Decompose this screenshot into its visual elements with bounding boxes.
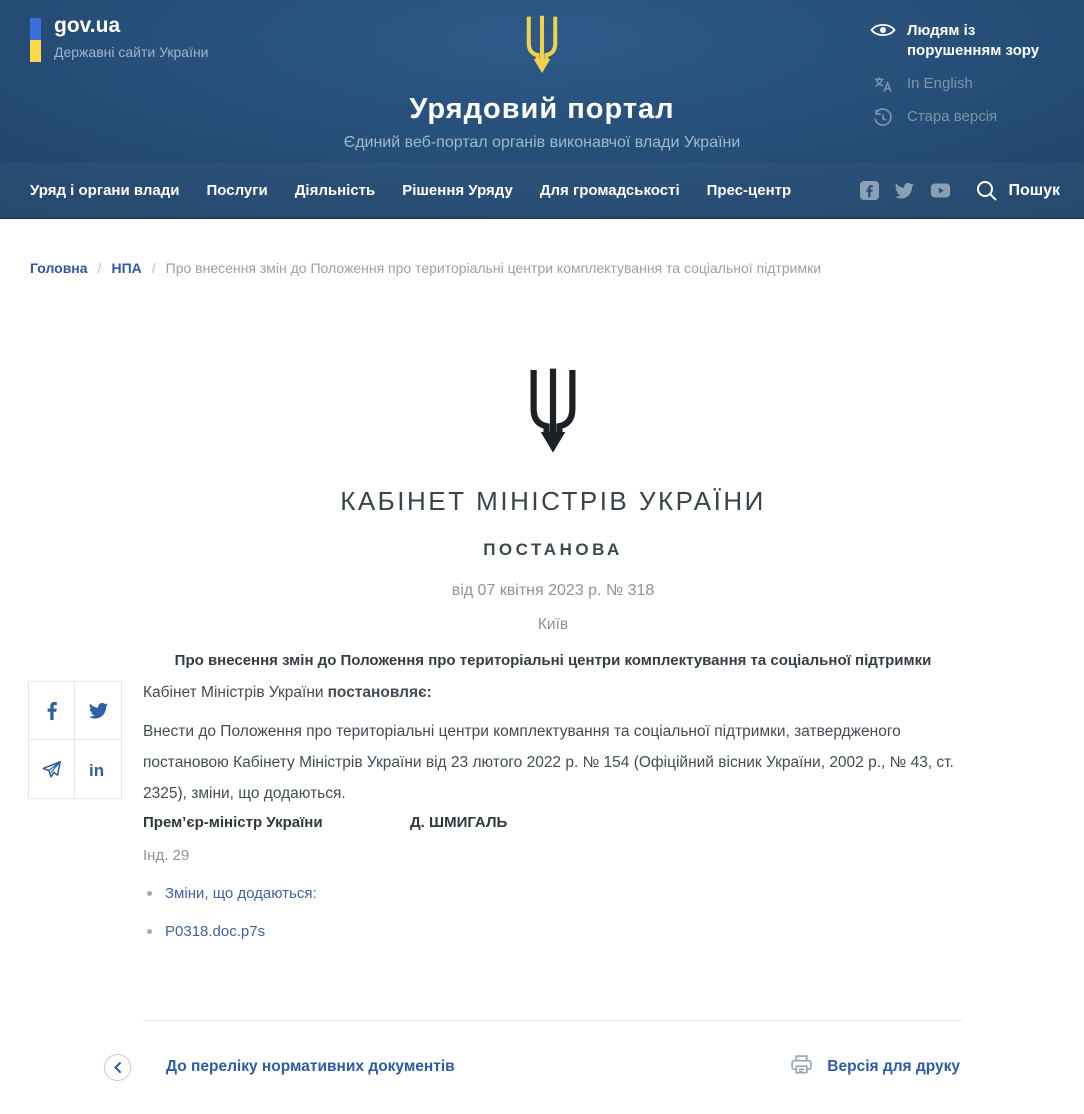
breadcrumb	[0, 219, 1084, 276]
document-type: ПОСТАНОВА	[483, 540, 623, 559]
portal-title: Урядовий портал	[409, 93, 675, 125]
trident-emblem-icon	[520, 14, 564, 79]
accessibility-link[interactable]	[870, 21, 1060, 61]
list-item	[143, 922, 963, 942]
accessibility-label: Людям із порушенням зору	[907, 22, 1040, 59]
document-content	[0, 276, 1084, 942]
nav-item-activity[interactable]: Діяльність	[294, 182, 376, 199]
search-label: Пошук	[1008, 181, 1060, 199]
document-intro-bold: постановляє:	[327, 684, 432, 701]
old-version-label: Стара версія	[907, 108, 998, 125]
nav-item-services[interactable]: Послуги	[206, 182, 268, 199]
back-to-list-link[interactable]	[104, 1054, 455, 1081]
breadcrumb-home[interactable]: Головна	[30, 260, 88, 276]
gov-ua-title: gov.ua	[54, 14, 121, 37]
signature-position: Прем’єр-міністр України	[143, 814, 323, 831]
breadcrumb-separator: /	[97, 260, 102, 276]
nav-item-public[interactable]: Для громадськості	[539, 182, 680, 199]
attachment-file-link[interactable]: P0318.doc.p7s	[165, 923, 266, 940]
back-to-list-label: До переліку нормативних документів	[166, 1058, 455, 1075]
portal-subtitle: Єдиний веб-портал органів виконавчої влади України	[343, 134, 741, 151]
search-icon	[975, 179, 998, 202]
svg-text:in: in	[89, 761, 105, 779]
nav-item-press[interactable]: Прес-центр	[706, 182, 792, 199]
nav-right	[845, 179, 1060, 202]
breadcrumb-npa[interactable]: НПА	[111, 260, 142, 276]
document-index: Інд. 29	[143, 847, 190, 864]
document-organization: КАБІНЕТ МІНІСТРІВ УКРАЇНИ	[340, 486, 766, 516]
list-item	[143, 884, 963, 904]
old-version-link[interactable]	[870, 107, 1060, 128]
breadcrumb-current: Про внесення змін до Положення про територіальні центри комплектування та соціальної підтримки	[165, 260, 822, 276]
search-button[interactable]	[975, 179, 1060, 202]
print-version-link[interactable]	[789, 1053, 960, 1081]
chevron-left-icon	[104, 1054, 131, 1081]
header-top	[0, 0, 1084, 162]
document-body: Внести до Положення про територіальні центри комплектування та соціальної підтримки, затвердженого постановою Кабінету Міністрів України від 23 лютого 2022 р. № 154 (Офіційний вісник України, 2002 р., № 43, ст. 2325), зміни, що додаються.	[143, 723, 954, 802]
twitter-icon[interactable]	[894, 182, 915, 200]
eye-icon	[870, 22, 896, 38]
document-footer	[0, 1020, 1084, 1081]
main-nav	[0, 162, 1084, 219]
ukraine-flag-icon	[30, 18, 41, 62]
signature-name: Д. ШМИГАЛЬ	[410, 814, 508, 831]
english-link[interactable]	[870, 74, 1060, 94]
translate-icon	[870, 75, 896, 94]
youtube-icon[interactable]	[930, 182, 951, 199]
facebook-icon	[47, 701, 57, 720]
document-city: Київ	[537, 616, 569, 633]
linkedin-icon	[87, 759, 109, 779]
site-header	[0, 0, 1084, 219]
facebook-icon[interactable]	[860, 181, 879, 200]
share-telegram-button[interactable]	[29, 740, 75, 798]
gov-ua-subtitle: Державні сайти України	[54, 44, 209, 60]
attachments-list	[143, 884, 963, 942]
english-label: In English	[907, 75, 973, 92]
print-version-label: Версія для друку	[827, 1058, 960, 1075]
document-intro: Кабінет Міністрів України постановляє:	[143, 684, 432, 701]
twitter-icon	[88, 702, 109, 720]
attachment-changes-link[interactable]: Зміни, що додаються:	[165, 885, 317, 902]
breadcrumb-separator: /	[151, 260, 156, 276]
share-linkedin-button[interactable]	[75, 740, 121, 798]
document-title: Про внесення змін до Положення про територіальні центри комплектування та соціальної підтримки	[174, 652, 932, 669]
document-date-number: від 07 квітня 2023 р. № 318	[451, 582, 655, 599]
document-trident-icon	[143, 366, 963, 454]
nav-item-decisions[interactable]: Рішення Уряду	[402, 182, 513, 199]
nav-item-government[interactable]: Уряд і органи влади	[30, 182, 180, 199]
history-icon	[870, 108, 896, 128]
telegram-icon	[41, 760, 62, 779]
share-buttons	[28, 681, 122, 799]
share-facebook-button[interactable]	[29, 682, 75, 740]
signature-row	[143, 813, 963, 833]
utility-links	[870, 21, 1060, 128]
share-twitter-button[interactable]	[75, 682, 121, 740]
printer-icon	[789, 1053, 814, 1081]
gov-ua-logo[interactable]	[30, 13, 209, 62]
